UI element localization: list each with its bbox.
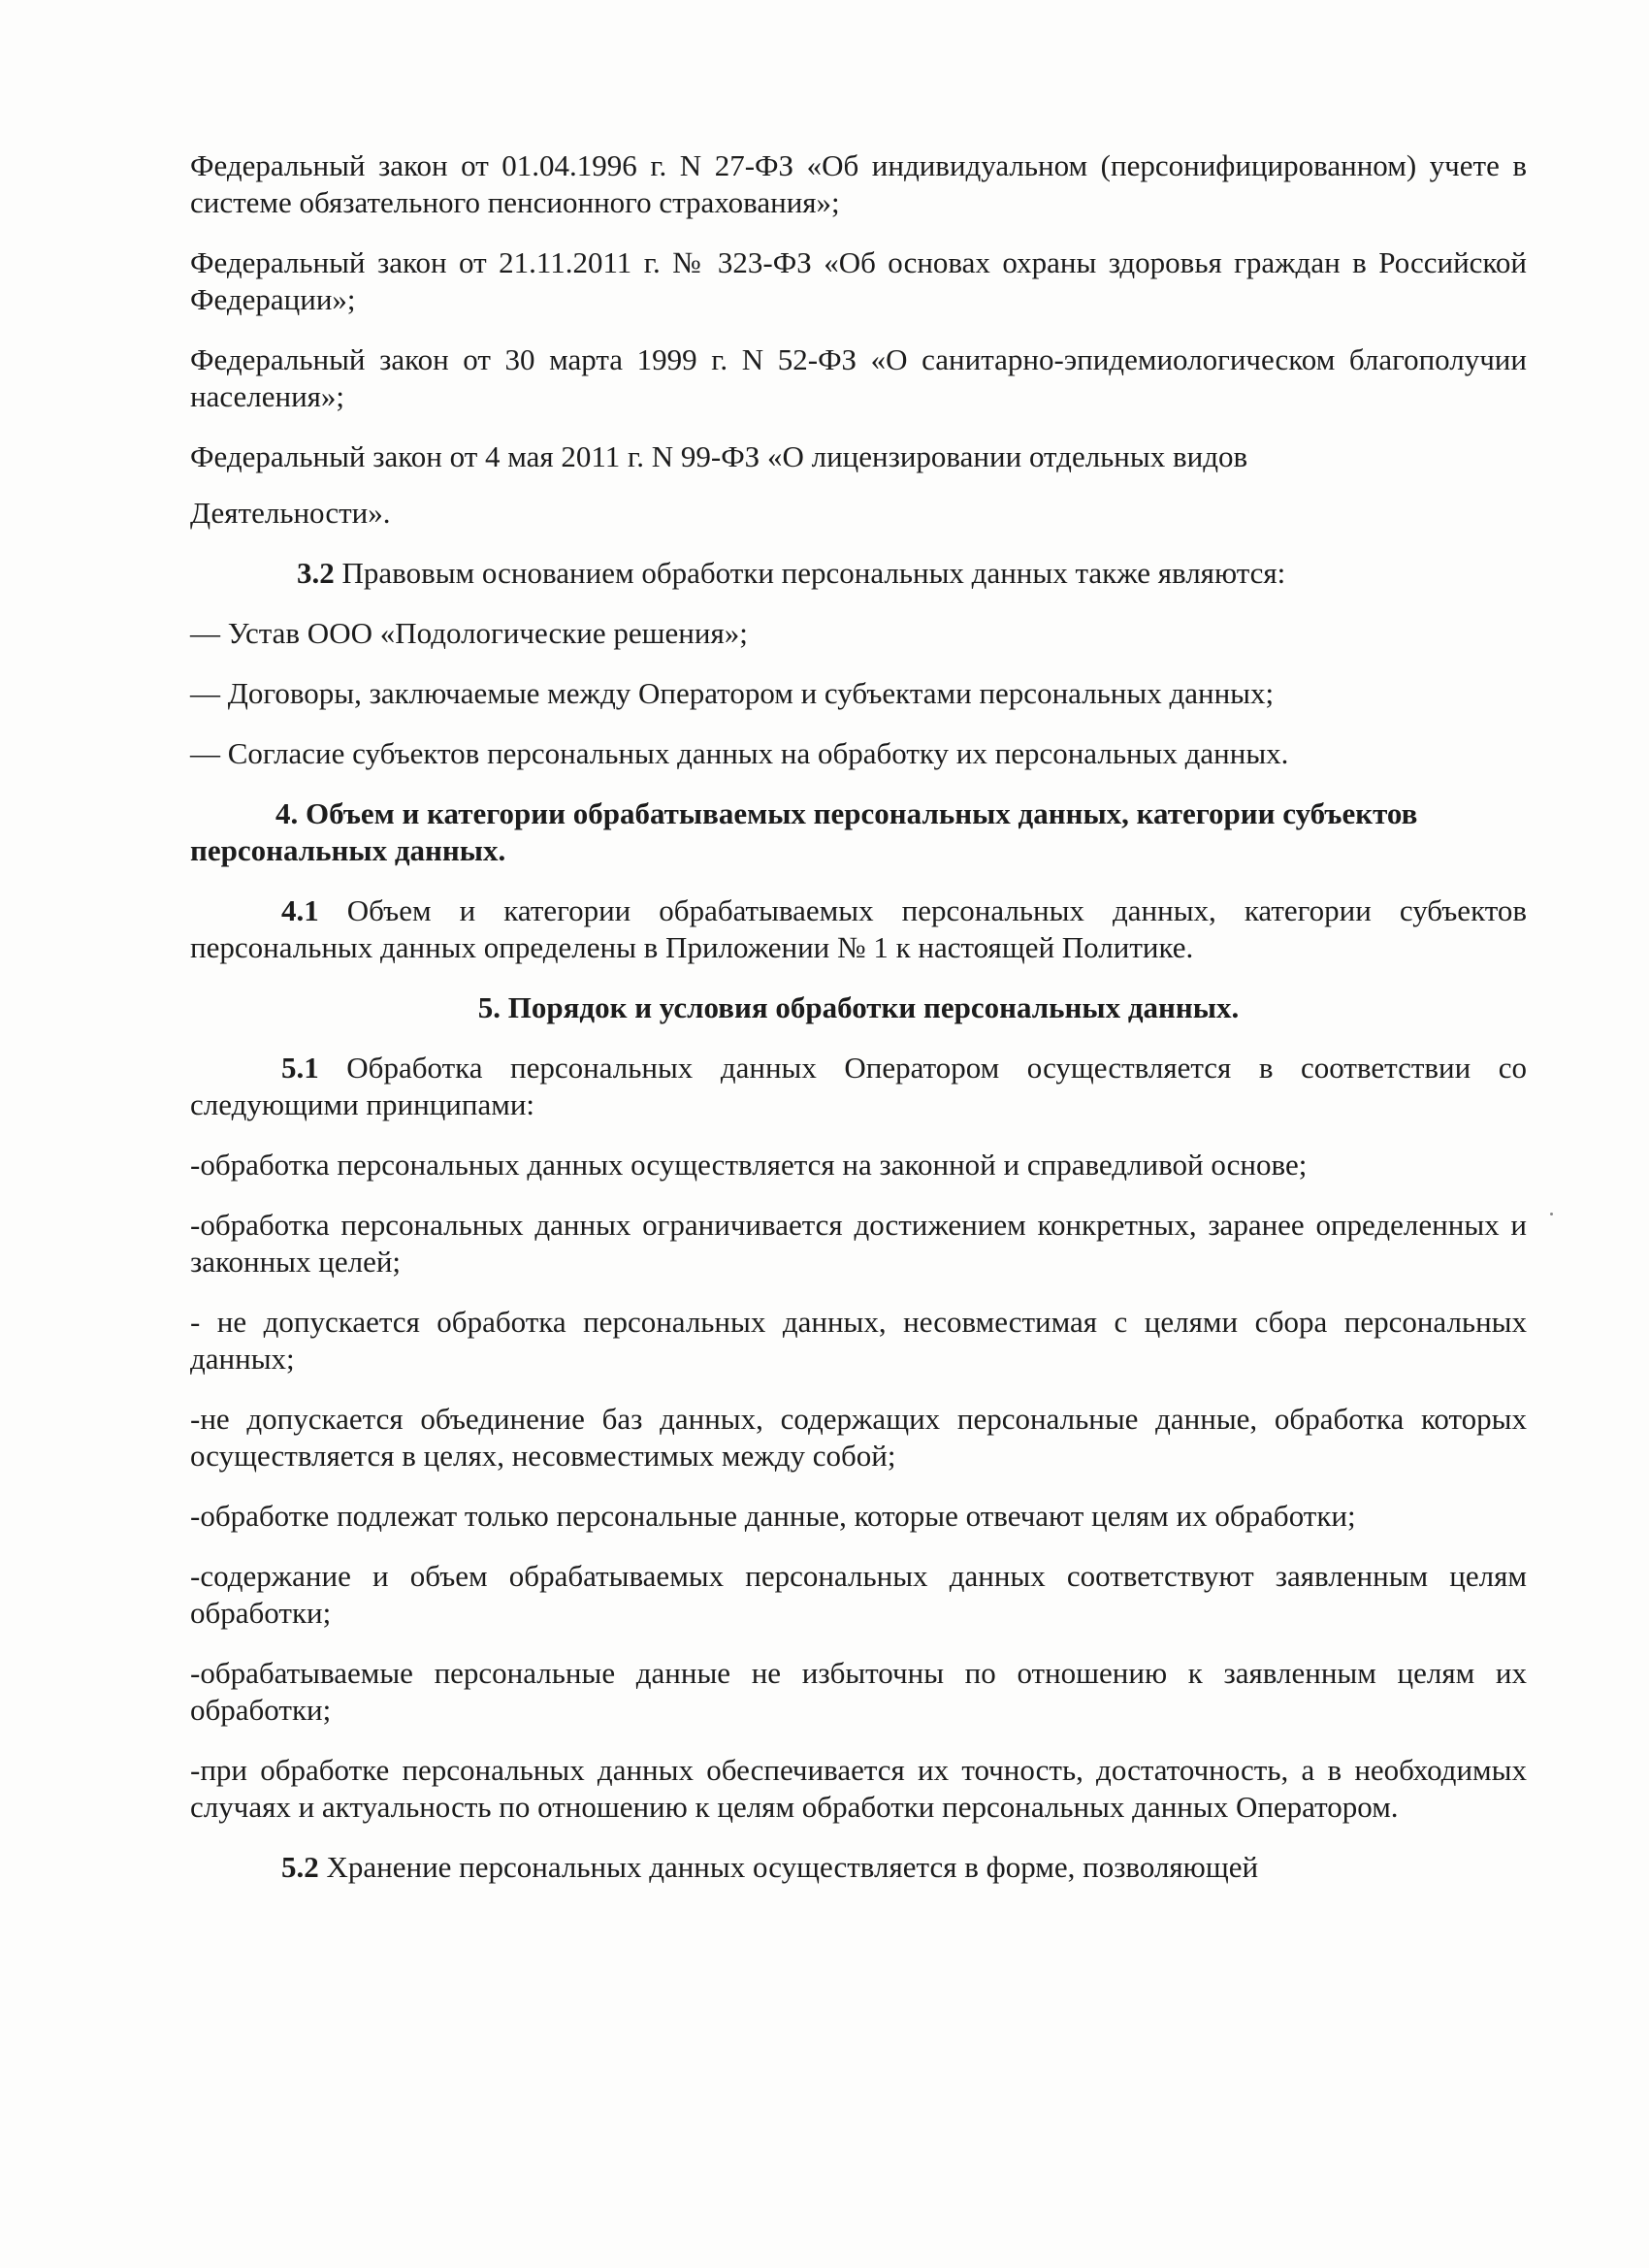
section-4-1-number: 4.1 bbox=[281, 893, 319, 927]
scan-speck bbox=[1550, 1213, 1553, 1215]
section-4-1 bbox=[190, 892, 1527, 966]
section-5-2-text: Хранение персональных данных осуществляется в форме, позволяющей bbox=[318, 1850, 1259, 1884]
document-body bbox=[190, 147, 1527, 1909]
section-5-2 bbox=[190, 1849, 1527, 1886]
law-323-paragraph: Федеральный закон от 21.11.2011 г. № 323-ФЗ «Об основах охраны здоровья граждан в Российской Федерации»; bbox=[190, 245, 1527, 316]
law-27-paragraph: Федеральный закон от 01.04.1996 г. N 27-ФЗ «Об индивидуальном (персонифицированном) учете в системе обязательного пенсионного страхования»; bbox=[190, 148, 1527, 219]
section-5-heading: 5. Порядок и условия обработки персональных данных. bbox=[477, 990, 1240, 1024]
principle-lawful: -обработка персональных данных осуществляется на законной и справедливой основе; bbox=[190, 1148, 1308, 1182]
principle-relevant-data: -обработке подлежат только персональные данные, которые отвечают целям их обработки; bbox=[190, 1499, 1356, 1533]
section-3-2 bbox=[190, 555, 1527, 592]
law-99-line1: Федеральный закон от 4 мая 2011 г. N 99-ФЗ «О лицензировании отдельных видов bbox=[190, 439, 1248, 473]
principle-not-excessive: -обрабатываемые персональные данные не избыточны по отношению к заявленным целям их обработки; bbox=[190, 1656, 1527, 1727]
basis-item-charter: — Устав ООО «Подологические решения»; bbox=[190, 616, 748, 650]
principle-limited-purpose: -обработка персональных данных ограничивается достижением конкретных, заранее определенных и законных целей; bbox=[190, 1208, 1527, 1279]
section-5-1 bbox=[190, 1050, 1527, 1123]
basis-item-consent: — Согласие субъектов персональных данных на обработку их персональных данных. bbox=[190, 736, 1289, 770]
section-4-1-text: Объем и категории обрабатываемых персональных данных, категории субъектов персональных данных определены в Приложении № 1 к настоящей Политике. bbox=[190, 893, 1527, 964]
law-52-paragraph: Федеральный закон от 30 марта 1999 г. N 52-ФЗ «О санитарно-эпидемиологическом благополучии населения»; bbox=[190, 342, 1527, 413]
principle-compatible-purpose: - не допускается обработка персональных данных, несовместимая с целями сбора персональных данных; bbox=[190, 1305, 1527, 1376]
principle-accuracy: -при обработке персональных данных обеспечивается их точность, достаточность, а в необходимых случаях и актуальность по отношению к целям обработки персональных данных Оператором. bbox=[190, 1753, 1527, 1824]
section-5-1-text: Обработка персональных данных Оператором осуществляется в соответствии со следующими принципами: bbox=[190, 1051, 1527, 1121]
section-3-2-text: Правовым основанием обработки персональных данных также являются: bbox=[334, 556, 1286, 590]
principle-no-db-merge: -не допускается объединение баз данных, содержащих персональные данные, обработка которых осуществляется в целях, несовместимых между собой; bbox=[190, 1402, 1527, 1473]
basis-item-contracts: — Договоры, заключаемые между Оператором и субъектами персональных данных; bbox=[190, 676, 1275, 710]
section-5-1-number: 5.1 bbox=[281, 1051, 319, 1085]
law-99-line2: Деятельности». bbox=[190, 496, 391, 530]
section-4-heading: 4. Объем и категории обрабатываемых персональных данных, категории субъектов персональных данных. bbox=[190, 796, 1418, 867]
principle-scope-match: -содержание и объем обрабатываемых персональных данных соответствуют заявленным целям обработки; bbox=[190, 1559, 1527, 1630]
section-5-2-number: 5.2 bbox=[281, 1850, 319, 1884]
section-3-2-number: 3.2 bbox=[297, 556, 335, 590]
